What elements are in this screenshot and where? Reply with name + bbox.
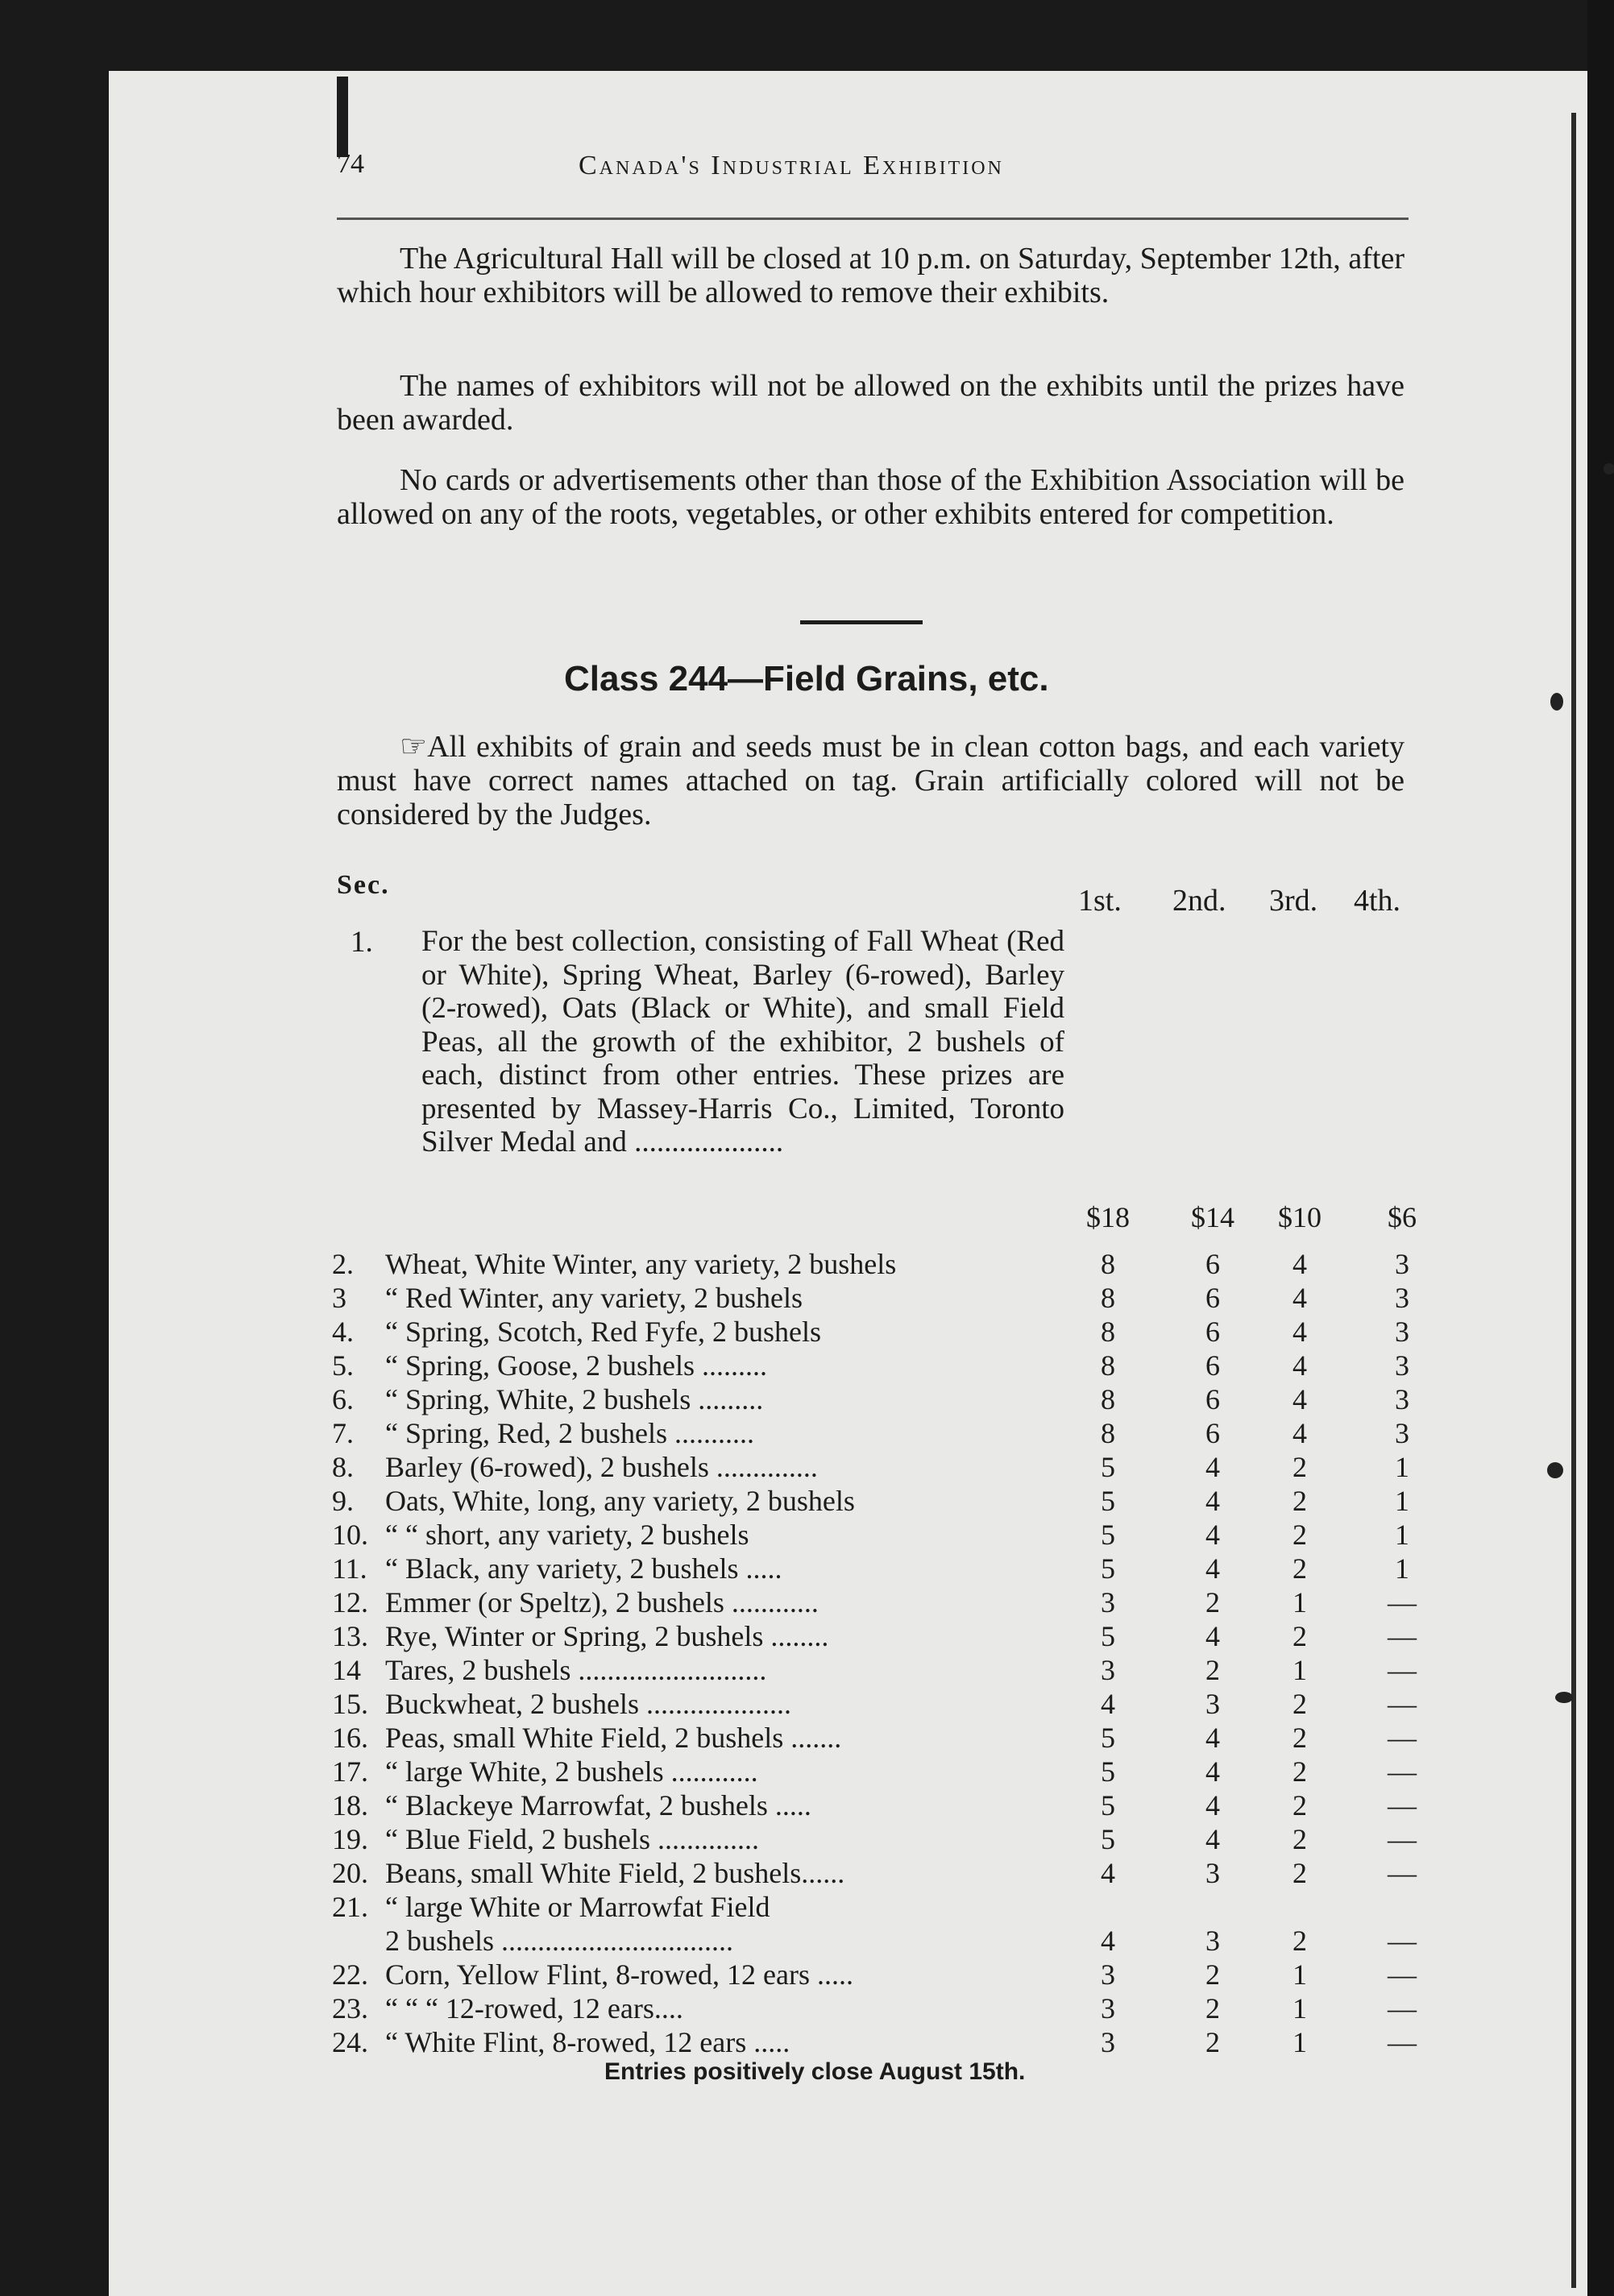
entry-number: 11. xyxy=(332,1552,367,1585)
entry-number: 9. xyxy=(332,1485,354,1517)
prize-fourth: — xyxy=(1388,2026,1417,2058)
prize-second: 3 xyxy=(1205,1857,1220,1889)
prize-third: 2 xyxy=(1292,1823,1307,1855)
prize-first: 8 xyxy=(1101,1316,1115,1348)
prize-third: 4 xyxy=(1292,1349,1307,1382)
prize-first: 5 xyxy=(1101,1722,1115,1754)
entry-description: “ Spring, Goose, 2 bushels ......... xyxy=(385,1349,767,1382)
prize-first: 5 xyxy=(1101,1620,1115,1652)
prize-second: 4 xyxy=(1205,1552,1220,1585)
table-row xyxy=(0,1856,1614,1892)
table-row xyxy=(0,1755,1614,1790)
entry-number: 16. xyxy=(332,1722,368,1754)
prize-fourth: $6 xyxy=(1388,1201,1417,1233)
entry-description: “ large White, 2 bushels ............ xyxy=(385,1755,758,1788)
table-row xyxy=(0,1247,1614,1283)
col-third: 3rd. xyxy=(1269,884,1318,918)
prize-fourth: 1 xyxy=(1395,1485,1409,1517)
prize-fourth: 3 xyxy=(1395,1349,1409,1382)
entry-number: 7. xyxy=(332,1417,354,1449)
prize-second: 2 xyxy=(1205,1654,1220,1686)
table-row xyxy=(0,1890,1614,1925)
prize-third: 4 xyxy=(1292,1383,1307,1415)
prize-second: 3 xyxy=(1205,1925,1220,1957)
prize-third: 1 xyxy=(1292,2026,1307,2058)
prize-second: $14 xyxy=(1191,1201,1234,1233)
table-row xyxy=(0,1721,1614,1756)
prize-fourth: — xyxy=(1388,1992,1417,2025)
prize-fourth: — xyxy=(1388,1958,1417,1991)
prize-fourth: — xyxy=(1388,1654,1417,1686)
entry-number: 12. xyxy=(332,1586,368,1618)
prize-second: 4 xyxy=(1205,1722,1220,1754)
footer-note: Entries positively close August 15th. xyxy=(604,2058,1026,2085)
entry-description: For the best collection, consisting of Fall Wheat (Red or White), Spring Wheat, Barley (6-rowed), Barley (2-rowed), Oats (Black or White), and small Field Peas, all the growth of the exhibitor, 2 bushels of each, distinct from other entries. These prizes are presented by Massey-Harris Co., Limited, Toronto Silver Medal and .................... xyxy=(421,925,1064,1158)
prize-column-headers xyxy=(0,883,1614,923)
prize-fourth: — xyxy=(1388,1789,1417,1821)
entry-description: Tares, 2 bushels .......................... xyxy=(385,1654,767,1686)
prize-first: 8 xyxy=(1101,1248,1115,1280)
prize-second: 2 xyxy=(1205,1958,1220,1991)
table-row xyxy=(0,1653,1614,1689)
prize-second: 4 xyxy=(1205,1620,1220,1652)
entry-description: Oats, White, long, any variety, 2 bushels xyxy=(385,1485,855,1517)
prize-first: 3 xyxy=(1101,1654,1115,1686)
prize-first: 3 xyxy=(1101,2026,1115,2058)
entry-description: Wheat, White Winter, any variety, 2 bushels xyxy=(385,1248,897,1280)
entry-number: 22. xyxy=(332,1958,368,1991)
prize-third: 1 xyxy=(1292,1586,1307,1618)
prize-third: 2 xyxy=(1292,1688,1307,1720)
entry-number: 6. xyxy=(332,1383,354,1415)
prize-first: 5 xyxy=(1101,1485,1115,1517)
page-header xyxy=(337,149,1409,197)
entry-number: 4. xyxy=(332,1316,354,1348)
entry-number: 13. xyxy=(332,1620,368,1652)
table-row xyxy=(0,1619,1614,1655)
prize-fourth: — xyxy=(1388,1688,1417,1720)
table-row xyxy=(0,1315,1614,1350)
prize-second: 2 xyxy=(1205,1992,1220,2025)
entry-description: “ Blue Field, 2 bushels .............. xyxy=(385,1823,759,1855)
prize-third: 2 xyxy=(1292,1519,1307,1551)
table-row xyxy=(0,1991,1614,2027)
prize-third: 4 xyxy=(1292,1282,1307,1314)
prize-first: 5 xyxy=(1101,1755,1115,1788)
prize-first: 3 xyxy=(1101,1586,1115,1618)
prize-third: 2 xyxy=(1292,1620,1307,1652)
prize-fourth: — xyxy=(1388,1823,1417,1855)
prize-fourth: 1 xyxy=(1395,1451,1409,1483)
entry-number: 23. xyxy=(332,1992,368,2025)
prize-fourth: 3 xyxy=(1395,1383,1409,1415)
prize-second: 6 xyxy=(1205,1248,1220,1280)
prize-first: 5 xyxy=(1101,1789,1115,1821)
table-row xyxy=(0,1450,1614,1486)
entry-number: 3 xyxy=(332,1282,346,1314)
prize-first: 8 xyxy=(1101,1383,1115,1415)
prize-first: 3 xyxy=(1101,1958,1115,1991)
prize-first: 5 xyxy=(1101,1823,1115,1855)
table-row xyxy=(0,1416,1614,1452)
entry-number: 5. xyxy=(332,1349,354,1382)
prize-third: 4 xyxy=(1292,1248,1307,1280)
binding-mark xyxy=(337,77,348,157)
prize-first: 5 xyxy=(1101,1552,1115,1585)
prize-first: 8 xyxy=(1101,1282,1115,1314)
table-row xyxy=(0,1822,1614,1858)
entry-number: 14 xyxy=(332,1654,361,1686)
table-row xyxy=(0,1349,1614,1384)
prize-second: 6 xyxy=(1205,1282,1220,1314)
prize-first: 4 xyxy=(1101,1925,1115,1957)
entry-number: 21. xyxy=(332,1891,368,1923)
prize-second: 4 xyxy=(1205,1485,1220,1517)
prize-first: 4 xyxy=(1101,1688,1115,1720)
entry-number: 18. xyxy=(332,1789,368,1821)
entry-description: Rye, Winter or Spring, 2 bushels ........ xyxy=(385,1620,829,1652)
entry-description: Emmer (or Speltz), 2 bushels ............ xyxy=(385,1586,819,1618)
running-head: Canada's Industrial Exhibition xyxy=(579,151,1004,180)
entry-description: “ Black, any variety, 2 bushels ..... xyxy=(385,1552,782,1585)
sec-column-label: Sec. xyxy=(337,870,390,900)
entry-description: “ Spring, Scotch, Red Fyfe, 2 bushels xyxy=(385,1316,821,1348)
entry-description: “ “ “ 12-rowed, 12 ears.... xyxy=(385,1992,683,2025)
prize-second: 2 xyxy=(1205,2026,1220,2058)
entry-description: “ White Flint, 8-rowed, 12 ears ..... xyxy=(385,2026,790,2058)
entry-number: 17. xyxy=(332,1755,368,1788)
prize-fourth: — xyxy=(1388,1755,1417,1788)
prize-third: 1 xyxy=(1292,1654,1307,1686)
notice-paragraph: No cards or advertisements other than those of the Exhibition Association will be allowed on any of the roots, vegetables, or other exhibits entered for competition. xyxy=(337,463,1404,531)
header-rule xyxy=(337,218,1409,220)
prize-second: 4 xyxy=(1205,1519,1220,1551)
prize-first: 4 xyxy=(1101,1857,1115,1889)
scan-speck xyxy=(1604,463,1614,475)
prize-third: 2 xyxy=(1292,1857,1307,1889)
page-number: 74 xyxy=(337,149,364,179)
entry-number: 24. xyxy=(332,2026,368,2058)
prize-fourth: — xyxy=(1388,1857,1417,1889)
notice-paragraph: The names of exhibitors will not be allowed on the exhibits until the prizes have been awarded. xyxy=(337,369,1404,437)
prize-fourth: 1 xyxy=(1395,1552,1409,1585)
prize-third: 4 xyxy=(1292,1417,1307,1449)
prize-fourth: 3 xyxy=(1395,1417,1409,1449)
prize-third: 4 xyxy=(1292,1316,1307,1348)
prize-first: 5 xyxy=(1101,1519,1115,1551)
entry-number: 2. xyxy=(332,1248,354,1280)
entry-description: “ Blackeye Marrowfat, 2 bushels ..... xyxy=(385,1789,811,1821)
table-row xyxy=(0,1788,1614,1824)
entry-description: 2 bushels ................................ xyxy=(385,1925,733,1957)
prize-third: 1 xyxy=(1292,1992,1307,2025)
prize-third: 1 xyxy=(1292,1958,1307,1991)
table-row xyxy=(0,1281,1614,1316)
prize-first: 5 xyxy=(1101,1451,1115,1483)
entry-number: 20. xyxy=(332,1857,368,1889)
prize-second: 4 xyxy=(1205,1823,1220,1855)
entry-description: Beans, small White Field, 2 bushels...... xyxy=(385,1857,845,1889)
table-row xyxy=(0,1958,1614,1993)
prize-fourth: 3 xyxy=(1395,1282,1409,1314)
prize-third: 2 xyxy=(1292,1451,1307,1483)
table-row xyxy=(0,1382,1614,1418)
entry-description: Barley (6-rowed), 2 bushels .............. xyxy=(385,1451,818,1483)
table-row xyxy=(0,1924,1614,1959)
entry-description: “ Spring, Red, 2 bushels ........... xyxy=(385,1417,754,1449)
first-entry-prizes xyxy=(0,1200,1614,1236)
entry-number: 10. xyxy=(332,1519,368,1551)
class-note: ☞All exhibits of grain and seeds must be in clean cotton bags, and each variety must have correct names attached on tag. Grain artificially colored will not be considered by the Judges. xyxy=(337,730,1404,831)
entry-number: 1. xyxy=(351,926,373,959)
prize-second: 4 xyxy=(1205,1755,1220,1788)
prize-second: 4 xyxy=(1205,1789,1220,1821)
prize-fourth: — xyxy=(1388,1722,1417,1754)
prize-first: 8 xyxy=(1101,1349,1115,1382)
prize-second: 4 xyxy=(1205,1451,1220,1483)
prize-second: 6 xyxy=(1205,1349,1220,1382)
scan-speck xyxy=(1550,693,1563,711)
section-rule xyxy=(800,620,923,624)
prize-fourth: 3 xyxy=(1395,1316,1409,1348)
notice-paragraph: The Agricultural Hall will be closed at 10 p.m. on Saturday, September 12th, after which hour exhibitors will be allowed to remove their exhibits. xyxy=(337,242,1404,309)
entry-description: “ large White or Marrowfat Field xyxy=(385,1891,770,1923)
table-row xyxy=(0,1552,1614,1587)
entry-description: Peas, small White Field, 2 bushels ....... xyxy=(385,1722,842,1754)
entry-description: “ “ short, any variety, 2 bushels xyxy=(385,1519,749,1551)
prize-second: 6 xyxy=(1205,1417,1220,1449)
prize-second: 6 xyxy=(1205,1383,1220,1415)
prize-third: 2 xyxy=(1292,1925,1307,1957)
prize-fourth: 3 xyxy=(1395,1248,1409,1280)
prize-second: 3 xyxy=(1205,1688,1220,1720)
table-row xyxy=(0,1484,1614,1519)
prize-fourth: — xyxy=(1388,1586,1417,1618)
prize-second: 6 xyxy=(1205,1316,1220,1348)
col-fourth: 4th. xyxy=(1354,884,1401,918)
table-row xyxy=(0,1687,1614,1722)
entry-description: “ Spring, White, 2 bushels ......... xyxy=(385,1383,764,1415)
table-row xyxy=(0,2025,1614,2061)
entry-description: “ Red Winter, any variety, 2 bushels xyxy=(385,1282,803,1314)
entry-description: Buckwheat, 2 bushels .................... xyxy=(385,1688,791,1720)
class-title: Class 244—Field Grains, etc. xyxy=(564,659,1049,698)
prize-fourth: — xyxy=(1388,1620,1417,1652)
entry-number: 15. xyxy=(332,1688,368,1720)
prize-fourth: 1 xyxy=(1395,1519,1409,1551)
prize-fourth: — xyxy=(1388,1925,1417,1957)
prize-second: 2 xyxy=(1205,1586,1220,1618)
prize-third: 2 xyxy=(1292,1722,1307,1754)
prize-first: 8 xyxy=(1101,1417,1115,1449)
table-row xyxy=(0,1585,1614,1621)
prize-third: 2 xyxy=(1292,1789,1307,1821)
entry-description: Corn, Yellow Flint, 8-rowed, 12 ears ..... xyxy=(385,1958,853,1991)
col-second: 2nd. xyxy=(1172,884,1226,918)
prize-third: 2 xyxy=(1292,1485,1307,1517)
prize-first: $18 xyxy=(1086,1201,1130,1233)
table-row xyxy=(0,1518,1614,1553)
prize-third: $10 xyxy=(1278,1201,1321,1233)
prize-third: 2 xyxy=(1292,1755,1307,1788)
entry-number: 8. xyxy=(332,1451,354,1483)
prize-third: 2 xyxy=(1292,1552,1307,1585)
prize-first: 3 xyxy=(1101,1992,1115,2025)
col-first: 1st. xyxy=(1078,884,1122,918)
entry-number: 19. xyxy=(332,1823,368,1855)
